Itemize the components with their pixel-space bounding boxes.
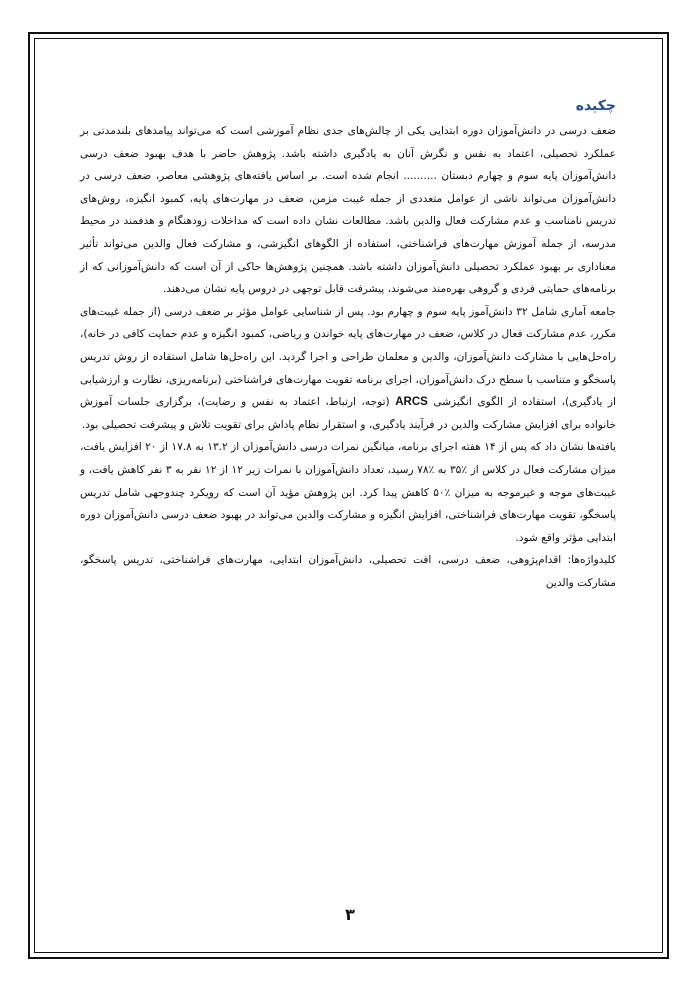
page-number: ۳ — [345, 905, 355, 924]
paragraph-2-text-before: جامعه آماری شامل ۳۲ دانش‌آموز پایه سوم و چهارم بود. پس از شناسایی عوامل مؤثر بر ضعف درسی (از جمله غیبت‌های مکرر، عدم مشارکت فعال در کلاس، ضعف در مهارت‌های پایه خواندن و ریاضی، کمبود انگیزه و عدم حمایت کافی در خانه)، راه‌حل‌هایی با مشارکت دانش‌آموزان، والدین و معلمان طراحی و اجرا گردید. این راه‌حل‌ها شامل استفاده از روش تدریس پاسخگو و متناسب با سطح درک دانش‌آموزان، اجرای برنامه تقویت مهارت‌های فراشناختی (برنامه‌ریزی، نظارت و ارزشیابی از یادگیری)، استفاده از الگوی انگیزشی — [80, 305, 616, 409]
keywords-line: کلیدواژه‌ها: اقدام‌پژوهی، ضعف درسی، افت تحصیلی، دانش‌آموزان ابتدایی، مهارت‌های فراشناختی، تدریس پاسخگو، مشارکت والدین — [80, 554, 616, 589]
abstract-section — [80, 96, 616, 594]
arcs-model-label: ARCS — [395, 396, 428, 409]
abstract-paragraph-2 — [80, 301, 616, 437]
abstract-heading: چکیده — [575, 98, 616, 114]
paragraph-2-text-after: (توجه، ارتباط، اعتماد به نفس و رضایت)، برگزاری جلسات آموزش خانواده برای افزایش مشارکت والدین در فرآیند یادگیری، و استقرار نظام پاداش برای تقویت تلاش و پیشرفت تحصیلی بود. — [80, 396, 616, 431]
abstract-paragraph-1: ضعف درسی در دانش‌آموزان دوره ابتدایی یکی از چالش‌های جدی نظام آموزشی است که می‌تواند پیامدهای بلندمدتی بر عملکرد تحصیلی، اعتماد به نفس و نگرش آنان به یادگیری داشته باشد. پژوهش حاضر با هدف بهبود ضعف درسی دانش‌آموزان پایه سوم و چهارم دبستان .......... انجام شده است. بر اساس یافته‌های پژوهشی معاصر، ضعف درسی در دانش‌آموزان می‌تواند ناشی از عوامل متعددی از جمله غیبت مزمن، ضعف در مهارت‌های پایه، کمبود انگیزه، روش‌های تدریس نامناسب و عدم مشارکت فعال والدین باشد. مطالعات نشان داده است که مداخلات زودهنگام و هدفمند در محیط مدرسه، از جمله آموزش مهارت‌های فراشناختی، استفاده از الگوهای انگیزشی، و مشارکت فعال والدین می‌تواند تأثیر معناداری بر بهبود عملکرد تحصیلی دانش‌آموزان داشته باشد. همچنین پژوهش‌ها حاکی از آن است که دانش‌آموزانی که از برنامه‌های حمایتی فردی و گروهی بهره‌مند می‌شوند، پیشرفت قابل توجهی در دروس پایه نشان می‌دهند. — [80, 125, 616, 296]
abstract-paragraph-3: یافته‌ها نشان داد که پس از ۱۴ هفته اجرای برنامه، میانگین نمرات درسی دانش‌آموزان از ۱۳.۲ به ۱۷.۸ از ۲۰ افزایش یافت، میزان مشارکت فعال در کلاس از ٪۳۵ به ٪۷۸ رسید، تعداد دانش‌آموزان با نمرات زیر ۱۲ از ۱۲ نفر به ۳ نفر کاهش یافت، و غیبت‌های موجه و غیرموجه به میزان ٪۵۰ کاهش پیدا کرد. این پژوهش مؤید آن است که رویکرد چندوجهی شامل تدریس پاسخگو، تقویت مهارت‌های فراشناختی، افزایش انگیزه و مشارکت والدین می‌تواند در بهبود ضعف درسی دانش‌آموزان دوره ابتدایی مؤثر واقع شود. — [80, 441, 616, 544]
